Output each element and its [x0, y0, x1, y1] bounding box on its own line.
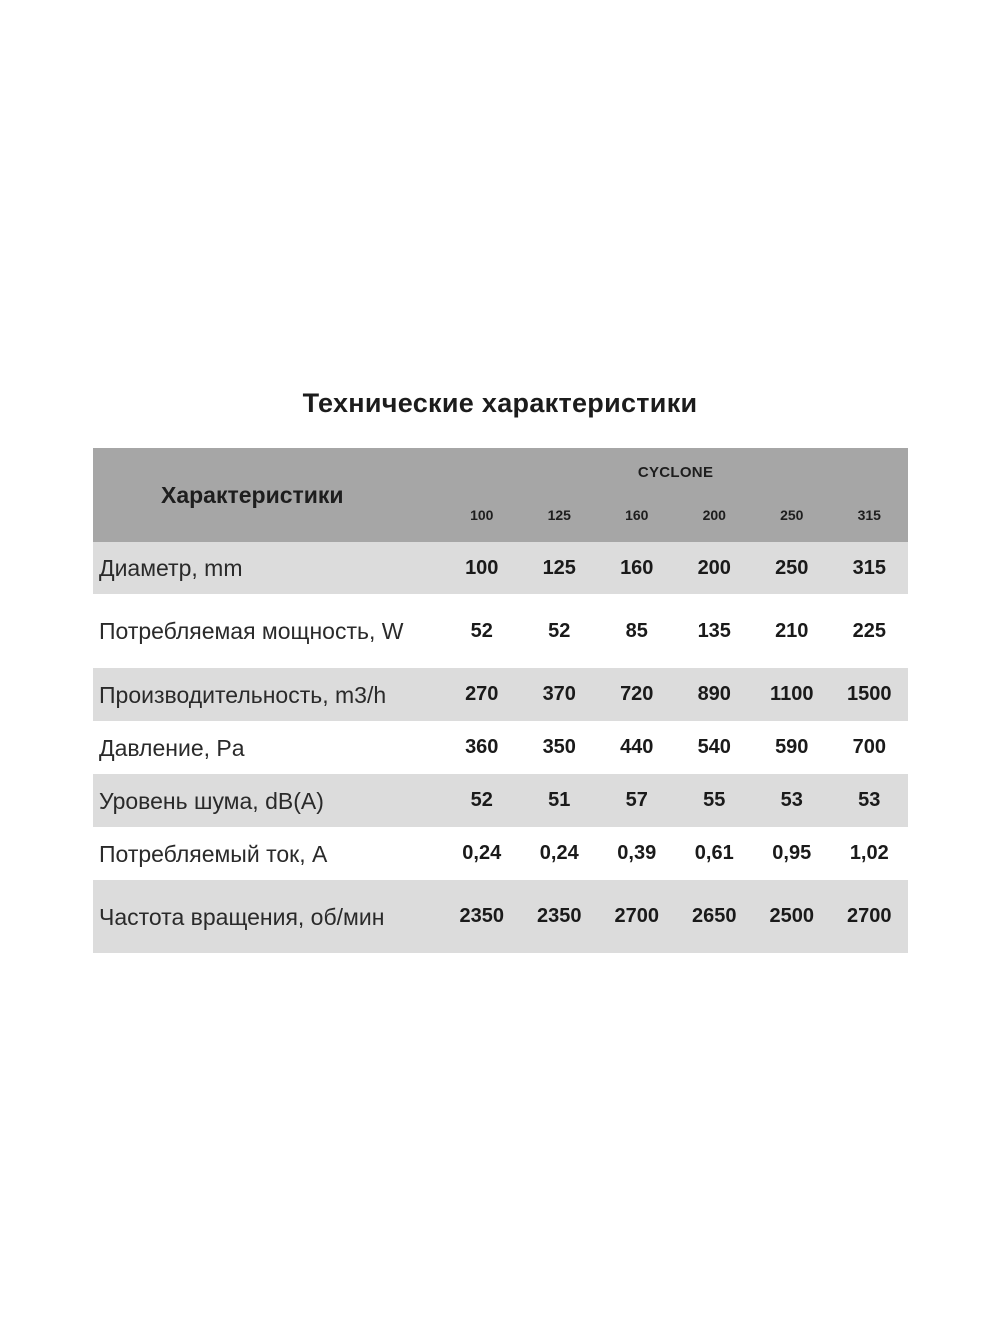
table-cell: 1100	[753, 668, 831, 721]
table-cell: 0,24	[443, 827, 521, 880]
table-cell: 315	[831, 542, 909, 594]
table-cell: 160	[598, 542, 676, 594]
row-label: Потребляемый ток, А	[93, 827, 443, 880]
table-cell: 57	[598, 774, 676, 827]
table-cell: 55	[676, 774, 754, 827]
table-row	[93, 774, 908, 827]
table-cell: 370	[521, 668, 599, 721]
table-cell: 720	[598, 668, 676, 721]
table-cell: 2350	[521, 880, 599, 953]
table-cell: 135	[676, 594, 754, 668]
table-cell: 890	[676, 668, 754, 721]
table-cell: 0,61	[676, 827, 754, 880]
table-header-row	[93, 448, 908, 494]
table-cell: 2700	[598, 880, 676, 953]
table-cell: 0,39	[598, 827, 676, 880]
table-cell: 350	[521, 721, 599, 774]
model-header: 160	[598, 494, 676, 542]
row-label: Частота вращения, об/мин	[93, 880, 443, 953]
table-cell: 53	[753, 774, 831, 827]
row-label: Производительность, m3/h	[93, 668, 443, 721]
row-label: Диаметр, mm	[93, 542, 443, 594]
table-cell: 2500	[753, 880, 831, 953]
table-cell: 0,24	[521, 827, 599, 880]
table-cell: 540	[676, 721, 754, 774]
header-label: Характеристики	[93, 448, 443, 542]
table-cell: 270	[443, 668, 521, 721]
row-label: Уровень шума, dB(A)	[93, 774, 443, 827]
table-row	[93, 880, 908, 953]
table-cell: 210	[753, 594, 831, 668]
table-cell: 52	[521, 594, 599, 668]
table-cell: 700	[831, 721, 909, 774]
table-cell: 125	[521, 542, 599, 594]
table-cell: 225	[831, 594, 909, 668]
table-row	[93, 594, 908, 668]
table-cell: 360	[443, 721, 521, 774]
row-label: Давление, Pa	[93, 721, 443, 774]
model-header: 100	[443, 494, 521, 542]
table-cell: 200	[676, 542, 754, 594]
table-cell: 1,02	[831, 827, 909, 880]
table-cell: 2350	[443, 880, 521, 953]
table-cell: 85	[598, 594, 676, 668]
page-title: Технические характеристики	[302, 388, 698, 418]
table-cell: 2650	[676, 880, 754, 953]
model-header: 250	[753, 494, 831, 542]
table-cell: 0,95	[753, 827, 831, 880]
table-cell: 250	[753, 542, 831, 594]
table-row	[93, 668, 908, 721]
table-cell: 52	[443, 774, 521, 827]
table-row	[93, 827, 908, 880]
table-row	[93, 721, 908, 774]
table-cell: 100	[443, 542, 521, 594]
row-label: Потребляемая мощность, W	[93, 594, 443, 668]
table-cell: 53	[831, 774, 909, 827]
model-header: 200	[676, 494, 754, 542]
table-cell: 440	[598, 721, 676, 774]
table-cell: 2700	[831, 880, 909, 953]
model-header: 125	[521, 494, 599, 542]
spec-table	[93, 448, 908, 953]
table-row	[93, 542, 908, 594]
series-name: CYCLONE	[443, 448, 908, 494]
table-cell: 590	[753, 721, 831, 774]
table-cell: 1500	[831, 668, 909, 721]
model-header: 315	[831, 494, 909, 542]
table-cell: 52	[443, 594, 521, 668]
table-cell: 51	[521, 774, 599, 827]
